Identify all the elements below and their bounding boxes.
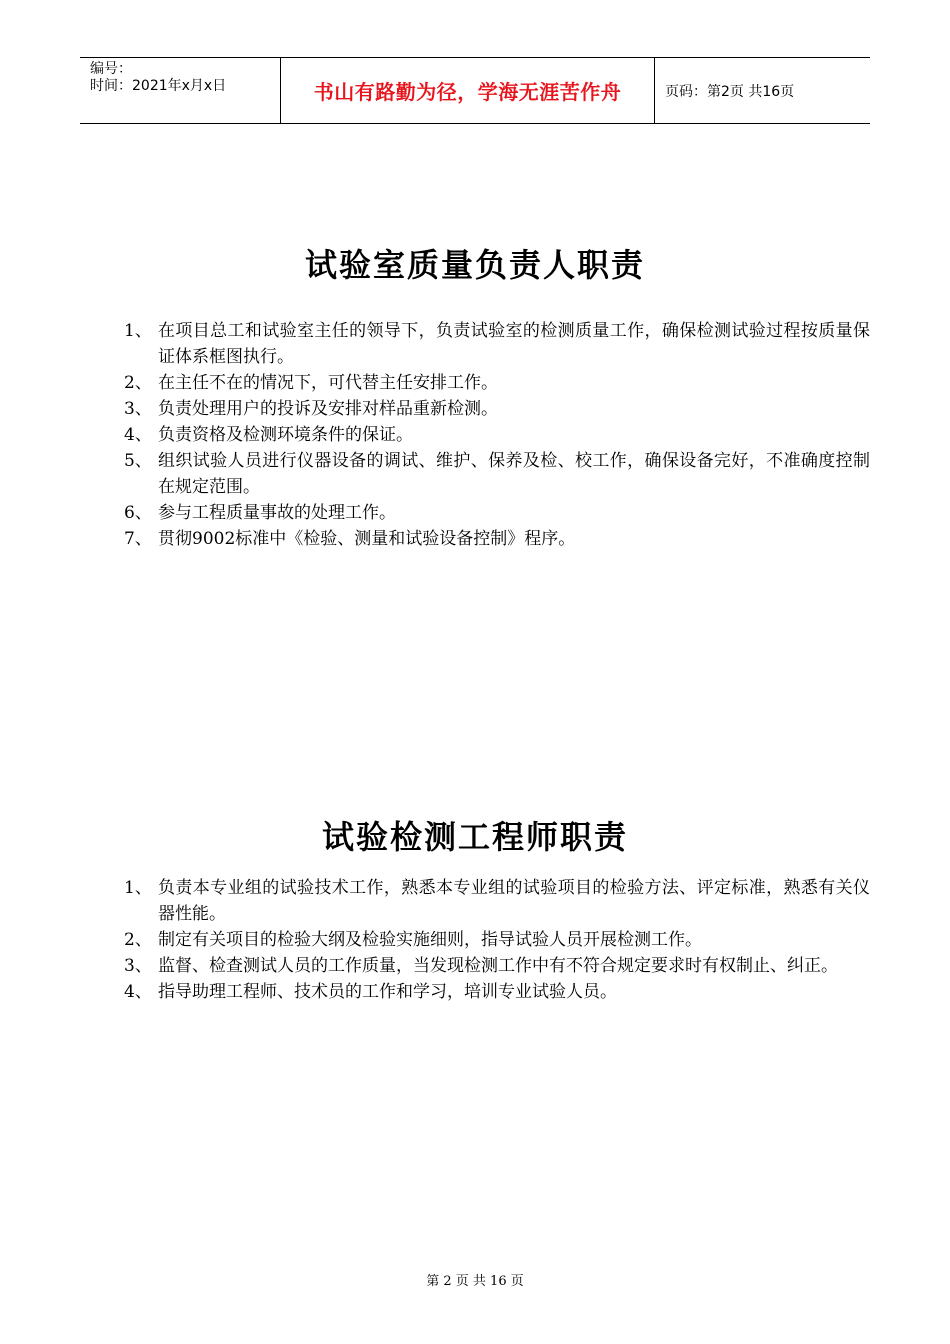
- list-item-number: 3、: [124, 956, 152, 976]
- list-item-number: 1、: [124, 321, 152, 341]
- list-item: [124, 953, 870, 979]
- section-title-quality-manager: 试验室质量负责人职责: [304, 246, 645, 284]
- list-item: [124, 875, 870, 927]
- list-item-number: 4、: [124, 425, 152, 445]
- section-title-test-engineer: 试验检测工程师职责: [321, 818, 628, 856]
- list-item-text: 监督、检查测试人员的工作质量，当发现检测工作中有不符合规定要求时有权制止、纠正。: [158, 956, 838, 976]
- list-item: [124, 318, 870, 370]
- list-item-text: 指导助理工程师、技术员的工作和学习，培训专业试验人员。: [158, 982, 617, 1002]
- document-time-label: 时间：2021年x月x日: [90, 78, 227, 94]
- list-item-text: 负责处理用户的投诉及安排对样品重新检测。: [158, 399, 498, 419]
- list-item: [124, 979, 870, 1005]
- list-item: [124, 370, 870, 396]
- list-item-text: 制定有关项目的检验大纲及检验实施细则，指导试验人员开展检测工作。: [158, 930, 702, 950]
- list-item-text: 负责本专业组的试验技术工作，熟悉本专业组的试验项目的检验方法、评定标准，熟悉有关仪器性能。: [158, 878, 870, 924]
- list-item-number: 4、: [124, 982, 152, 1002]
- list-item-number: 6、: [124, 503, 152, 523]
- list-item-text: 参与工程质量事故的处理工作。: [158, 503, 396, 523]
- duty-list-test-engineer: [124, 875, 870, 1005]
- header-page-info: 页码：第2页 共16页: [665, 83, 795, 100]
- list-item: [124, 396, 870, 422]
- list-item: [124, 927, 870, 953]
- list-item-text: 在项目总工和试验室主任的领导下，负责试验室的检测质量工作，确保检测试验过程按质量保证体系框图执行。: [158, 321, 870, 367]
- duty-list-quality-manager: [124, 318, 870, 552]
- list-item-text: 负责资格及检测环境条件的保证。: [158, 425, 413, 445]
- header-meta: [80, 58, 281, 123]
- list-item-number: 5、: [124, 451, 152, 471]
- list-item-number: 3、: [124, 399, 152, 419]
- list-item: [124, 500, 870, 526]
- list-item-text: 贯彻9002标准中《检验、测量和试验设备控制》程序。: [158, 529, 576, 549]
- page-header: [80, 57, 870, 124]
- list-item-text: 在主任不在的情况下，可代替主任安排工作。: [158, 373, 498, 393]
- list-item-text: 组织试验人员进行仪器设备的调试、维护、保养及检、校工作，确保设备完好，不准确度控制在规定范围。: [158, 451, 870, 497]
- list-item-number: 7、: [124, 529, 152, 549]
- list-item-number: 2、: [124, 373, 152, 393]
- header-motto: 书山有路勤为径，学海无涯苦作舟: [281, 58, 655, 123]
- list-item: [124, 448, 870, 500]
- list-item-number: 1、: [124, 878, 152, 898]
- list-item: [124, 422, 870, 448]
- list-item-number: 2、: [124, 930, 152, 950]
- page-footer: 第 2 页 共 16 页: [426, 1274, 524, 1289]
- list-item: [124, 526, 870, 552]
- document-number-label: 编号：: [90, 61, 132, 77]
